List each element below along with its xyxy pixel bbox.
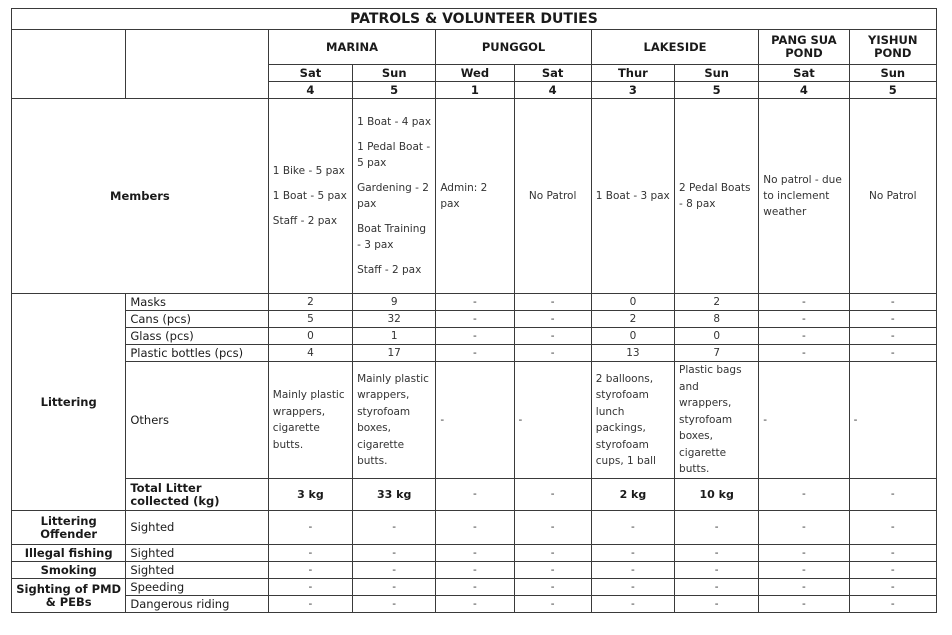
members-label: Members <box>12 99 269 294</box>
table-cell: 2 <box>591 311 674 328</box>
table-title: PATROLS & VOLUNTEER DUTIES <box>12 9 937 30</box>
date-cell: 4 <box>268 82 352 99</box>
location-pang-sua-pond: PANG SUA POND <box>759 30 849 65</box>
table-cell: - <box>353 511 436 545</box>
table-cell: - <box>591 545 674 562</box>
table-row <box>12 311 937 328</box>
table-cell: - <box>436 328 514 345</box>
date-cell: 4 <box>514 82 591 99</box>
table-cell: - <box>514 562 591 579</box>
date-cell: 5 <box>849 82 936 99</box>
table-cell: - <box>514 311 591 328</box>
day-cell: Sat <box>759 65 849 82</box>
others-cell: - <box>759 362 849 479</box>
table-cell: - <box>353 579 436 596</box>
litter-type-label: Plastic bottles (pcs) <box>126 345 268 362</box>
total-litter-row <box>12 479 937 511</box>
members-line: Boat Training - 3 pax <box>357 223 427 251</box>
incident-sub-label: Sighted <box>126 511 268 545</box>
table-row <box>12 345 937 362</box>
table-cell: - <box>436 511 514 545</box>
members-line: 1 Boat - 3 pax <box>595 190 670 202</box>
table-cell: 0 <box>591 294 674 311</box>
total-cell: 2 kg <box>591 479 674 511</box>
table-cell: - <box>675 579 759 596</box>
table-cell: - <box>591 596 674 613</box>
location-yishun-pond: YISHUN POND <box>849 30 936 65</box>
table-cell: 0 <box>675 328 759 345</box>
table-cell: 2 <box>675 294 759 311</box>
total-cell: - <box>849 479 936 511</box>
members-line: No Patrol <box>528 190 577 202</box>
table-cell: 4 <box>268 345 352 362</box>
table-cell: - <box>759 562 849 579</box>
members-line: 2 Pedal Boats - 8 pax <box>679 182 751 210</box>
others-cell: - <box>849 362 936 479</box>
pmd-sub-label: Dangerous riding <box>126 596 268 613</box>
incident-sub-label: Sighted <box>126 562 268 579</box>
table-cell: 7 <box>675 345 759 362</box>
table-cell: - <box>675 545 759 562</box>
total-cell: 33 kg <box>353 479 436 511</box>
table-cell: 13 <box>591 345 674 362</box>
litter-type-label: Cans (pcs) <box>126 311 268 328</box>
table-cell: - <box>514 328 591 345</box>
table-cell: - <box>436 579 514 596</box>
members-line: 1 Bike - 5 pax <box>272 165 345 177</box>
table-cell: - <box>514 545 591 562</box>
table-cell: - <box>849 294 936 311</box>
others-cell: - <box>436 362 514 479</box>
others-label: Others <box>126 362 268 479</box>
members-row <box>12 99 937 294</box>
members-cell <box>591 99 674 294</box>
table-row <box>12 511 937 545</box>
location-marina: MARINA <box>268 30 436 65</box>
table-cell: - <box>591 562 674 579</box>
table-cell: 0 <box>268 328 352 345</box>
others-row <box>12 362 937 479</box>
members-cell <box>436 99 514 294</box>
date-cell: 1 <box>436 82 514 99</box>
table-cell: 2 <box>268 294 352 311</box>
table-cell: - <box>759 596 849 613</box>
incident-sub-label: Sighted <box>126 545 268 562</box>
members-line: Gardening - 2 pax <box>357 182 429 210</box>
members-cell <box>268 99 352 294</box>
table-cell: - <box>675 596 759 613</box>
littering-label: Littering <box>12 294 126 511</box>
table-cell: - <box>759 345 849 362</box>
day-cell: Sun <box>353 65 436 82</box>
litter-type-label: Glass (pcs) <box>126 328 268 345</box>
blank-header-cell <box>12 30 126 99</box>
table-cell: - <box>436 545 514 562</box>
members-cell <box>675 99 759 294</box>
table-cell: - <box>849 311 936 328</box>
total-cell: - <box>759 479 849 511</box>
members-cell <box>514 99 591 294</box>
location-lakeside: LAKESIDE <box>591 30 759 65</box>
table-cell: - <box>759 511 849 545</box>
day-cell: Thur <box>591 65 674 82</box>
table-cell: 9 <box>353 294 436 311</box>
table-cell: - <box>268 579 352 596</box>
table-cell: 0 <box>591 328 674 345</box>
table-cell: 5 <box>268 311 352 328</box>
table-cell: 17 <box>353 345 436 362</box>
date-cell: 5 <box>353 82 436 99</box>
table-cell: - <box>849 345 936 362</box>
table-cell: - <box>849 511 936 545</box>
members-cell <box>353 99 436 294</box>
incident-label: Littering Offender <box>12 511 126 545</box>
members-line: No patrol - due to inclement weather <box>763 174 842 218</box>
members-line: Staff - 2 pax <box>357 264 422 276</box>
table-cell: - <box>849 579 936 596</box>
incident-label: Illegal fishing <box>12 545 126 562</box>
blank-header-cell <box>126 30 268 99</box>
date-cell: 5 <box>675 82 759 99</box>
others-cell: Mainly plastic wrappers, styrofoam boxes, cigarette butts. <box>353 362 436 479</box>
pmd-sub-label: Speeding <box>126 579 268 596</box>
table-cell: 8 <box>675 311 759 328</box>
table-cell: - <box>353 596 436 613</box>
title-row <box>12 9 937 30</box>
location-header-row <box>12 30 937 65</box>
day-cell: Sun <box>675 65 759 82</box>
table-cell: - <box>675 562 759 579</box>
table-cell: - <box>759 328 849 345</box>
day-cell: Wed <box>436 65 514 82</box>
table-cell: - <box>759 545 849 562</box>
table-cell: - <box>268 511 352 545</box>
members-line: No Patrol <box>869 190 917 202</box>
table-cell: - <box>849 545 936 562</box>
table-row <box>12 328 937 345</box>
members-line: Admin: 2 pax <box>440 182 488 210</box>
incident-label: Smoking <box>12 562 126 579</box>
others-cell: Plastic bags and wrappers, styrofoam boxes, cigarette butts. <box>675 362 759 479</box>
location-punggol: PUNGGOL <box>436 30 591 65</box>
table-cell: - <box>675 511 759 545</box>
table-cell: - <box>436 311 514 328</box>
table-cell: - <box>436 562 514 579</box>
table-cell: - <box>514 345 591 362</box>
table-cell: - <box>514 596 591 613</box>
table-row <box>12 545 937 562</box>
table-cell: - <box>436 294 514 311</box>
table-cell: - <box>436 345 514 362</box>
table-cell: - <box>514 511 591 545</box>
others-cell: Mainly plastic wrappers, cigarette butts. <box>268 362 352 479</box>
day-cell: Sun <box>849 65 936 82</box>
table-cell: - <box>268 596 352 613</box>
table-cell: - <box>759 294 849 311</box>
table-cell: - <box>759 311 849 328</box>
day-cell: Sat <box>268 65 352 82</box>
table-cell: 1 <box>353 328 436 345</box>
table-cell: - <box>514 579 591 596</box>
litter-type-label: Masks <box>126 294 268 311</box>
table-cell: - <box>849 328 936 345</box>
table-cell: - <box>353 545 436 562</box>
total-cell: 10 kg <box>675 479 759 511</box>
total-cell: - <box>514 479 591 511</box>
date-cell: 4 <box>759 82 849 99</box>
members-line: 1 Pedal Boat - 5 pax <box>357 141 431 169</box>
table-row <box>12 562 937 579</box>
members-line: Staff - 2 pax <box>272 215 338 227</box>
table-cell: - <box>591 579 674 596</box>
table-row <box>12 579 937 596</box>
pmd-label: Sighting of PMD & PEBs <box>12 579 126 613</box>
table-row <box>12 294 937 311</box>
table-cell: - <box>849 596 936 613</box>
table-cell: - <box>591 511 674 545</box>
table-cell: - <box>353 562 436 579</box>
table-cell: - <box>849 562 936 579</box>
table-cell: - <box>514 294 591 311</box>
members-line: 1 Boat - 4 pax <box>357 116 432 128</box>
table-cell: - <box>268 562 352 579</box>
members-line: 1 Boat - 5 pax <box>272 190 347 202</box>
table-row <box>12 596 937 613</box>
patrol-duties-table <box>11 8 937 613</box>
others-cell: 2 balloons, styrofoam lunch packings, styrofoam cups, 1 ball <box>591 362 674 479</box>
table-cell: - <box>759 579 849 596</box>
members-cell <box>849 99 936 294</box>
total-cell: - <box>436 479 514 511</box>
date-cell: 3 <box>591 82 674 99</box>
table-cell: 32 <box>353 311 436 328</box>
total-cell: 3 kg <box>268 479 352 511</box>
table-cell: - <box>268 545 352 562</box>
table-cell: - <box>436 596 514 613</box>
members-cell <box>759 99 849 294</box>
day-cell: Sat <box>514 65 591 82</box>
total-litter-label: Total Litter collected (kg) <box>126 479 268 511</box>
others-cell: - <box>514 362 591 479</box>
